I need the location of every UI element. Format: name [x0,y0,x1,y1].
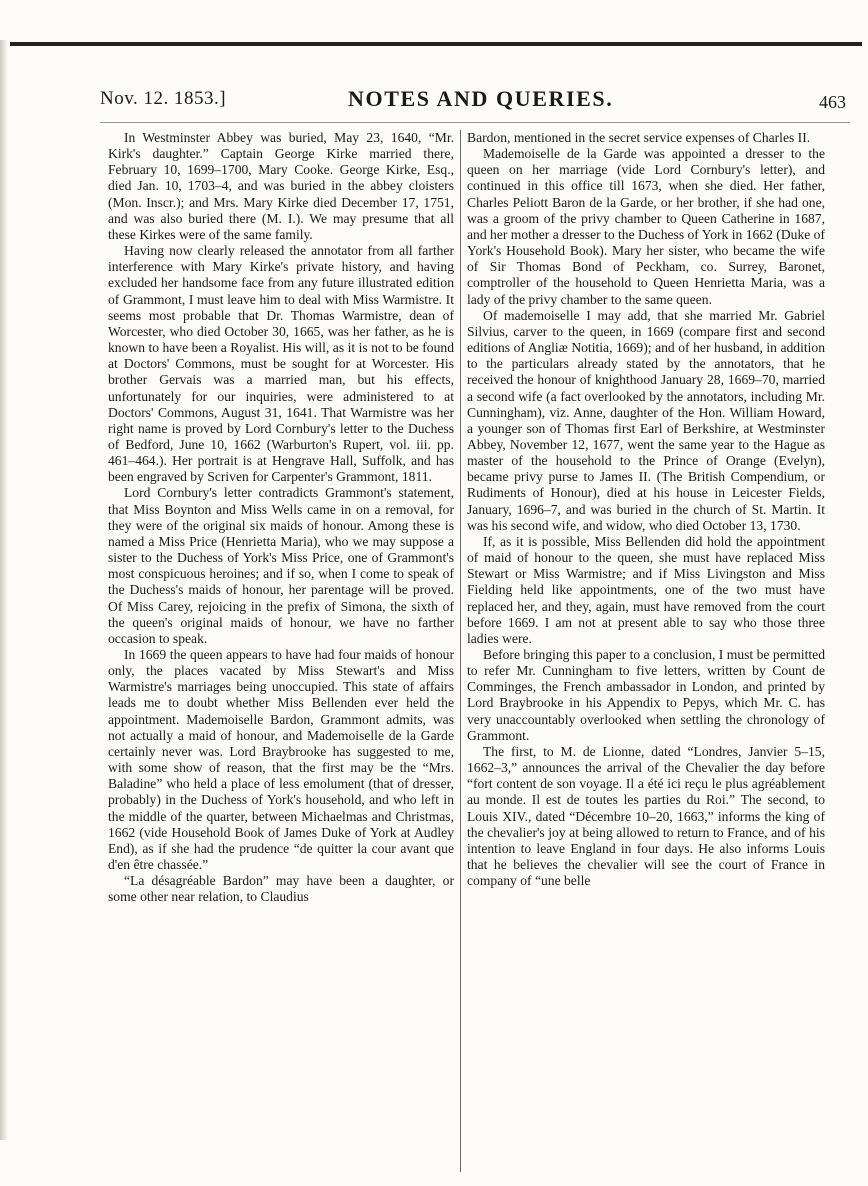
header-date: Nov. 12. 1853.] [100,88,227,109]
paragraph: Bardon, mentioned in the secret service expenses of Charles II. [467,130,811,145]
paragraph: Of mademoiselle I may add, that she married Mr. Gabriel Silvius, carver to the queen, in 1669 (compare first and second editions of Angliæ Notitia, 1669); and of her husband, in addition to the particulars already stated by the annotators, that he received the honour of knighthood January 28, 1669–70, married a second wife (a fact overlooked by the annotators, including Mr. Cunningham), viz. Anne, daughter of the Hon. William Howard, a younger son of Thomas first Earl of Berkshire, at Westminster Abbey, November 12, 1677, went the same year to the Hague as master of the household to the Prince of Orange (Evelyn), became privy purse to James II. (The British Compendium, or Rudiments of Honour), died at his house in Leicester Fields, January, 1696–7, and was buried in the church of St. Martin. It was his second wife, and widow, who died October 13, 1730. [467,307,825,533]
paragraph: Having now clearly released the annotator from all farther interference with Mary Kirke's private history, and having excluded her handsome face from any future illustrated edition of Grammont, I must leave him to deal with Miss Warmistre. It seems most probable that Dr. Thomas Warmistre, dean of Worcester, who died October 30, 1665, was her father, as he is known to have been a Royalist. His will, as it is not to be found at Doctors' Commons, must be sought for at Worcester. His brother Gervais was a married man, but his effects, unfortunately for our inquiries, were administered to at Doctors' Commons, August 31, 1641. That Warmistre was her right name is proved by Lord Cornbury's letter to the Duchess of Bedford, June 10, 1662 (Warburton's Rupert, vol. iii. pp. 461–464.). Her portrait is at Hengrave Hall, Suffolk, and has been engraved by Scriven for Carpenter's Grammont, 1811. [108,243,454,485]
paragraph: “La désagréable Bardon” may have been a daughter, or some other near relation, to Claudius [108,873,454,905]
running-header [100,86,846,118]
header-rule [100,122,850,123]
journal-title: NOTES AND QUERIES. [348,86,614,111]
paragraph: If, as it is possible, Miss Bellenden did hold the appointment of maid of honour to the queen, she must have replaced Miss Stewart or Miss Warmistre; and if Miss Livingston and Miss Fielding held like appointments, one of the two must have replaced her, and they, again, must have removed from the court before 1669. I am not at present able to say who those three ladies were. [467,533,825,646]
page-number: 463 [819,92,846,112]
paragraph: In Westminster Abbey was buried, May 23, 1640, “Mr. Kirk's daughter.” Captain George Kirke married there, February 10, 1699–1700, Mary Cooke. George Kirke, Esq., died Jan. 10, 1703–4, and was buried in the abbey cloisters (Mon. Inscr.); and Mrs. Mary Kirke died December 17, 1751, and was also buried there (M. I.). We may presume that all these Kirkes were of the same family. [108,130,454,242]
column-divider [460,130,461,1172]
left-column [108,130,454,906]
paragraph: The first, to M. de Lionne, dated “Londres, Janvier 5–15, 1662–3,” announces the arrival of the Chevalier the day before “fort content de son voyage. Il a été ici reçu le plus agréablement au monde. Il est de toutes les parties du Roi.” The second, to Louis XIV., dated “Décembre 10–20, 1663,” informs the king of the chevalier's joy at being allowed to return to France, and of his intention to leave England in four days. He also informs Louis that he believes the chevalier will see the court of France in company of “une belle [467,743,825,889]
top-border-rule [10,42,862,46]
right-column [467,130,825,889]
paragraph: Before bringing this paper to a conclusion, I must be permitted to refer Mr. Cunningham to five letters, written by Count de Comminges, the French ambassador in London, and printed by Lord Braybrooke in his Appendix to Pepys, which Mr. C. has very unaccountably overlooked when settling the chronology of Grammont. [467,647,825,743]
page-edge-shadow [0,40,8,1140]
paragraph: In 1669 the queen appears to have had four maids of honour only, the places vacated by Miss Stewart's and Miss Warmistre's marriages being unoccupied. This state of affairs leads me to doubt whether Miss Bellenden ever held the appointment. Mademoiselle Bardon, Grammont admits, was not actually a maid of honour, and Mademoiselle de la Garde certainly never was. Lord Braybrooke has suggested to me, with some show of reason, that the first may be the “Mrs. Baladine” who held a place of less emolument (that of dresser, probably) in the Duchess of York's household, and who left in the middle of the quarter, between Michaelmas and Christmas, 1662 (vide Household Book of James Duke of York at Audley End), as if she had the prudence “de quitter la cour avant que d'en être chassée.” [108,647,454,873]
paragraph: Lord Cornbury's letter contradicts Grammont's statement, that Miss Boynton and Miss Wells came in on a removal, for they were of the original six maids of honour. Among these is named a Miss Price (Henrietta Maria), who we may suppose a sister to the Duchess of York's Miss Price, one of Grammont's most conspicuous heroines; and if so, when I come to speak of the Duchess's maids of honour, her parentage will be proved. Of Miss Carey, rejoicing in the prefix of Simona, the sixth of the queen's original maids of honour, we have no farther occasion to speak. [108,485,454,646]
paragraph: Mademoiselle de la Garde was appointed a dresser to the queen on her marriage (vide Lord Cornbury's letter), and continued in this office till 1673, when she died. Her father, Charles Peliott Baron de la Garde, or her brother, if she had one, was a groom of the privy chamber to Queen Catherine in 1687, and her mother a dresser to the Duchess of York in 1662 (Duke of York's Household Book). Mary her sister, who became the wife of Sir Thomas Bond of Peckham, co. Surrey, Baronet, comptroller of the household to Queen Henrietta Maria, was a lady of the privy chamber to the same queen. [467,146,825,307]
